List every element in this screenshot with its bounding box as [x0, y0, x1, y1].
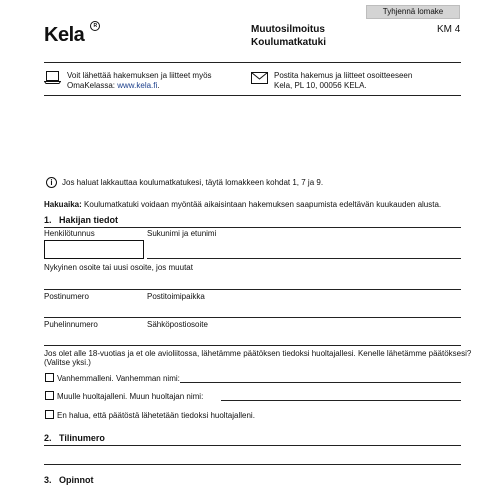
- other-guardian-name-field[interactable]: [221, 400, 461, 401]
- online-send-line1: Voit lähettää hakemuksen ja liitteet myös: [67, 71, 212, 80]
- envelope-icon: [251, 71, 268, 83]
- form-code: KM 4: [437, 24, 461, 35]
- postal-code-field[interactable]: [44, 303, 144, 317]
- contact-row-underline: [44, 345, 461, 346]
- kela-website-link[interactable]: www.kela.fi: [117, 81, 158, 90]
- post-send-line2: Kela, PL 10, 00056 KELA.: [274, 81, 367, 90]
- form-subtitle: Koulumatkatuki: [251, 37, 327, 48]
- laptop-icon: [44, 71, 61, 84]
- hakuaika-label: Hakuaika:: [44, 200, 82, 209]
- parent-checkbox[interactable]: [45, 373, 54, 382]
- no-guardian-option-label: En halua, että päätöstä lähetetään tiedoksi huoltajalleni.: [57, 411, 255, 420]
- online-send-line2: [67, 81, 160, 91]
- hakuaika-text: Koulumatkatuki voidaan myöntää aikaisintaan hakemuksen saapumista edeltävän kuukauden alusta.: [84, 200, 442, 209]
- form-title: Muutosilmoitus: [251, 24, 325, 35]
- name-label: Sukunimi ja etunimi: [147, 229, 217, 238]
- section1-divider: [44, 227, 461, 228]
- account-number-field[interactable]: [44, 448, 461, 464]
- logo-text: Kela: [44, 24, 85, 46]
- hetu-field[interactable]: [44, 240, 144, 259]
- address-field-underline: [44, 289, 461, 290]
- guardian-question-hint: (Valitse yksi.): [44, 358, 91, 367]
- email-field[interactable]: [147, 331, 461, 345]
- section1-number: 1.: [44, 215, 52, 225]
- other-guardian-option-label: Muulle huoltajalleni. Muun huoltajan nimi:: [57, 392, 204, 401]
- phone-field[interactable]: [44, 331, 144, 345]
- info-icon: i: [46, 177, 57, 188]
- clear-form-button[interactable]: Tyhjennä lomake: [366, 5, 460, 19]
- info-note: Jos haluat lakkauttaa koulumatkatukesi, täytä lomakkeen kohdat 1, 7 ja 9.: [62, 178, 324, 187]
- address-label: Nykyinen osoite tai uusi osoite, jos muutat: [44, 263, 193, 272]
- name-field[interactable]: [147, 240, 461, 258]
- section3-number: 3.: [44, 475, 52, 485]
- kela-logo: [44, 23, 97, 47]
- postal-row-underline: [44, 317, 461, 318]
- registered-mark-icon: R: [90, 21, 100, 31]
- postal-town-label: Postitoimipaikka: [147, 292, 205, 301]
- parent-name-field[interactable]: [180, 382, 461, 383]
- online-send-suffix: .: [157, 81, 160, 90]
- parent-option-label: Vanhemmalleni. Vanhemman nimi:: [57, 374, 180, 383]
- section1-title: Hakijan tiedot: [59, 215, 119, 225]
- section2-number: 2.: [44, 433, 52, 443]
- section3-heading: [44, 475, 94, 486]
- post-send-line1: Postita hakemus ja liitteet osoitteeseen: [274, 71, 413, 80]
- section3-title: Opinnot: [59, 475, 94, 485]
- hakuaika-line: [44, 200, 441, 210]
- hetu-label: Henkilötunnus: [44, 229, 95, 238]
- other-guardian-checkbox[interactable]: [45, 391, 54, 400]
- section1-heading: [44, 215, 118, 226]
- section2-divider: [44, 445, 461, 446]
- postal-town-field[interactable]: [147, 303, 461, 317]
- section2-heading: [44, 433, 105, 444]
- header-divider: [44, 62, 461, 63]
- send-info-divider: [44, 95, 461, 96]
- no-guardian-checkbox[interactable]: [45, 410, 54, 419]
- postal-code-label: Postinumero: [44, 292, 89, 301]
- address-field[interactable]: [44, 274, 461, 289]
- name-field-underline: [147, 258, 461, 259]
- section2-title: Tilinumero: [59, 433, 105, 443]
- phone-label: Puhelinnumero: [44, 320, 98, 329]
- guardian-question: Jos olet alle 18-vuotias ja et ole avioliitossa, lähetämme päätöksen tiedoksi huoltajallesi. Kenelle lähetämme päätöksesi?: [44, 349, 472, 358]
- online-send-prefix: OmaKelassa:: [67, 81, 118, 90]
- email-label: Sähköpostiosoite: [147, 320, 208, 329]
- account-number-underline: [44, 464, 461, 465]
